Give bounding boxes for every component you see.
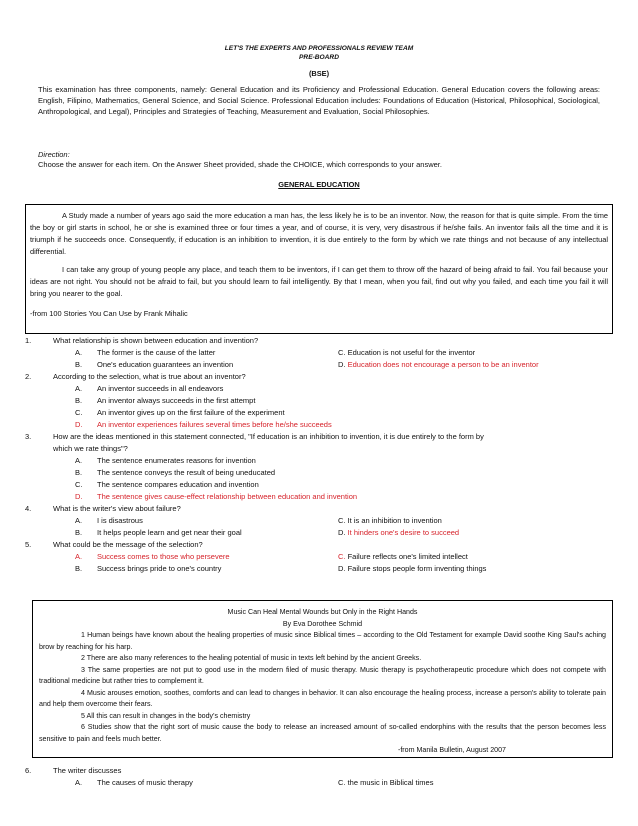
q5-option-b[interactable]: B. Success brings pride to one's country — [75, 564, 222, 573]
passage-box-invention — [25, 204, 613, 334]
passage2-sentence-2: 2 There are also many references to the healing potential of music in texts left behind by the ancient Greeks. — [81, 654, 422, 662]
team-heading: LET'S THE EXPERTS AND PROFESSIONALS REVIEW TEAM — [224, 45, 414, 52]
passage1-source: -from 100 Stories You Can Use by Frank Mihalic — [30, 309, 188, 318]
q1-option-d[interactable]: D. Education does not encourage a person to be an inventor — [338, 360, 539, 369]
q4-option-d[interactable]: D. It hinders one's desire to succeed — [338, 528, 460, 537]
intro-paragraph: This examination has three components, namely: General Education and its Proficiency and Professional Education. General Education covers the following areas: English, Filipino, Mathematics, General Science, and Social Science. Professional Education includes: Foundations of Education (Historical, Philosophical, Sociological, Anthropological, and Legal), Principles and Strategies of Teaching, Measurement and Evaluation, Social Philosophies. — [38, 85, 600, 116]
q1-option-c[interactable]: C. Education is not useful for the inventor — [338, 348, 476, 357]
direction-title: Direction: — [38, 150, 70, 159]
passage-box-music — [32, 600, 613, 758]
question-2: 2. According to the selection, what is true about an inventor? — [25, 372, 246, 381]
question-5: 5. What could be the message of the selection? — [25, 540, 203, 549]
passage2-sentence-4: 4 Music arouses emotion, soothes, comforts and can lead to changes in behavior. It can also encourage the healing process, increase a person's ability to tolerate pain and help them overcome their fears. — [39, 688, 606, 708]
passage2-author: By Eva Dorothee Schmid — [282, 619, 363, 628]
q3-option-d[interactable]: D. The sentence gives cause-effect relationship between education and invention — [75, 492, 358, 501]
question-6: 6. The writer discusses — [25, 766, 122, 775]
passage2-title: Music Can Heal Mental Wounds but Only in the Right Hands — [227, 608, 418, 616]
q1-option-b[interactable]: B. One's education guarantees an invention — [75, 360, 234, 369]
question-3-continued: which we rate things"? — [53, 444, 128, 453]
passage2-sentence-5: 5 All this can result in changes in the body's chemistry — [81, 711, 251, 720]
section-title: GENERAL EDUCATION — [278, 180, 360, 189]
q2-option-d[interactable]: D. An inventor experiences failures several times before he/she succeeds — [75, 420, 332, 429]
question-4: 4. What is the writer's view about failure? — [25, 504, 181, 513]
passage2-sentence-6: 6 Studies show that the right sort of music cause the body to release an increased amount of so-called endorphins with the results that the person becomes less sensitive to pain and feels much better. — [39, 723, 606, 743]
passage2-source: -from Manila Bulletin, August 2007 — [397, 746, 506, 754]
q2-option-a[interactable]: A. An inventor succeeds in all endeavors — [75, 384, 224, 393]
q6-option-c[interactable]: C. the music in Biblical times — [338, 778, 434, 787]
q5-option-d[interactable]: D. Failure stops people form inventing things — [338, 564, 487, 573]
q3-option-a[interactable]: A. The sentence enumerates reasons for invention — [75, 456, 256, 465]
exam-heading: PRE-BOARD — [299, 54, 339, 61]
q3-option-b[interactable]: B. The sentence conveys the result of being uneducated — [75, 468, 276, 477]
q5-option-a[interactable]: A. Success comes to those who persevere — [75, 552, 230, 561]
question-3: 3. How are the ideas mentioned in this statement connected, "If education is an inhibition to invention, it is due entirely to the form by — [25, 432, 484, 441]
exam-code: (BSE) — [308, 69, 330, 78]
q2-option-c[interactable]: C. An inventor gives up on the first failure of the experiment — [75, 408, 285, 417]
q4-option-a[interactable]: A. I is disastrous — [75, 516, 143, 525]
direction-text: Choose the answer for each item. On the Answer Sheet provided, shade the CHOICE, which corresponds to your answer. — [38, 160, 442, 169]
q5-option-c[interactable]: C. Failure reflects one's limited intellect — [338, 552, 468, 561]
q4-option-b[interactable]: B. It helps people learn and get near their goal — [75, 528, 242, 537]
q6-option-a[interactable]: A. The causes of music therapy — [75, 778, 193, 787]
passage1-paragraph2: I can take any group of young people any place, and teach them to be inventors, if I can get them to throw off the hazard of being afraid to fail. You fail because your ideas are not right. You should not be afraid to fail, but you should learn to fail intelligently. By that I mean, when you fail, find out why you failed, and each time you fail it will bring you nearer to the goal. — [30, 265, 608, 298]
passage2-sentence-3: 3 The same properties are not put to good use in the modern filed of music therapy. Music therapy is psychotherapeutic procedure which does not compete with traditional medicine but rather tries to complement it. — [39, 665, 606, 685]
question-1: 1. What relationship is shown between education and invention? — [25, 336, 259, 345]
q3-option-c[interactable]: C. The sentence compares education and invention — [75, 480, 259, 489]
q1-option-a[interactable]: A. The former is the cause of the latter — [75, 348, 216, 357]
passage1-paragraph1: A Study made a number of years ago said the more education a man has, the less likely he is to be an inventor. Now, the reason for that is quite simple. From the time the boy or girl starts in school, he or she is examined three or four times a year, and of course, it is very, very disastrous if he/she fails. An inventor fails all the time and it is triumph if he succeeds once. Consequently, if education is an inhibition to invention, it is due entirely to the form by which we rate things and not because of any intellectual differential. — [30, 211, 608, 256]
q2-option-b[interactable]: B. An inventor always succeeds in the first attempt — [75, 396, 256, 405]
q4-option-c[interactable]: C. It is an inhibition to invention — [338, 516, 442, 525]
passage2-sentence-1: 1 Human beings have known about the healing properties of music since Biblical times – according to the Old Testament for example David soothe King Saul's aching brow by reaching for his harp. — [39, 631, 606, 651]
